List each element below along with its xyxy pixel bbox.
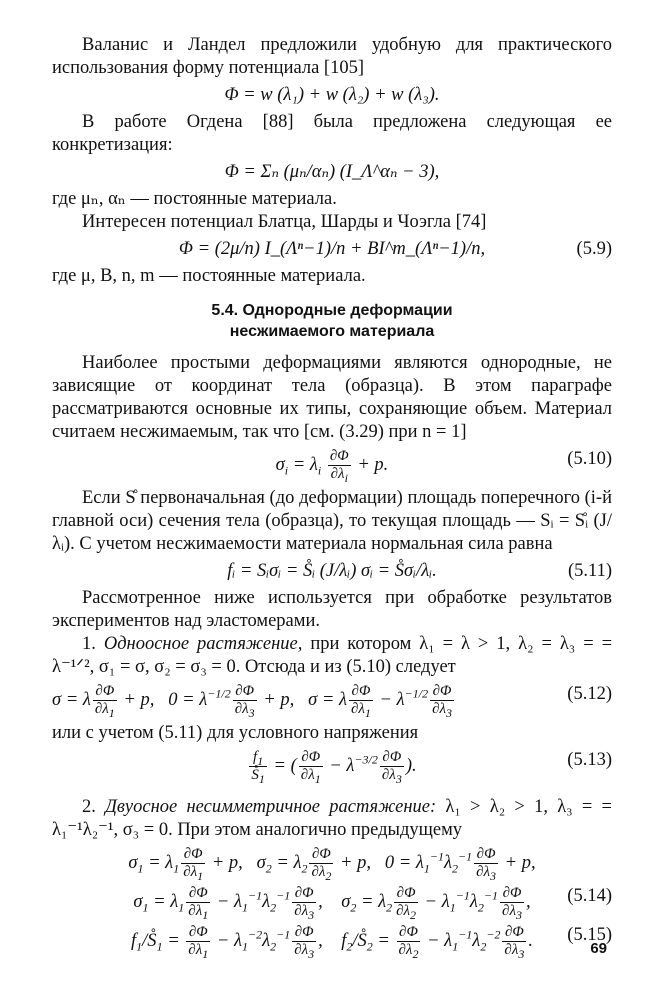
paragraph: Интересен потенциал Блатца, Шарды и Чоэгла [74] <box>82 212 487 232</box>
fraction: $\frac{\partial\Phi}{\partial\lambda_i}$ <box>329 448 349 485</box>
paragraph: В работе Огдена [88] была предложена следующая ее конкретизация: <box>52 112 612 155</box>
item-number: 2. <box>82 797 96 817</box>
equation-5-10: $\sigma_i = \lambda_i$ $\frac{\partial\Phi}{\partial\lambda_i}$ + p. (5.10) <box>275 448 612 485</box>
heading-line: несжимаемого материала <box>229 323 435 340</box>
page-body <box>52 34 612 963</box>
equation-number: (5.15) <box>567 925 612 945</box>
item-text: при котором λ₁ = λ > 1, λ₂ = λ₃ = = λ⁻¹ᐟ², σ₁ = σ, σ₂ = σ₃ = 0. Отсюда и из (5.10) следует <box>52 634 613 677</box>
equation-number: (5.11) <box>567 561 612 581</box>
equation-5-15: $f_1/S̊_1$ = $\frac{\partial\Phi}{\partial\lambda_1}$ − $\lambda_1^{-2}\lambda_2^{-1}$ $\frac{\partial\Phi}{\partial\lambda_3}$ , $f_2/S̊_2$ = $\frac{\partial\Phi}{\partial\lambda_2}$ − $\lambda_1^{-1}\lambda_2^{-2}$ $\frac{\partial\Phi}{\partial\lambda_3}$ . (5.15) <box>131 924 612 961</box>
paragraph: или с учетом (5.11) для условного напряжения <box>52 723 419 743</box>
item-title: Одноосное растяжение, <box>103 634 303 654</box>
equation-set: $\sigma_1 = \lambda_1$ $\frac{\partial\Phi}{\partial\lambda_1}$ + p, $\sigma_2 = \lambda_2$ $\frac{\partial\Phi}{\partial\lambda_2}$ + p, $0 = \lambda_1^{-1}\lambda_2^{-1}$ $\frac{\partial\Phi}{\partial\lambda_3}$ + p, <box>128 846 536 883</box>
equation-5-13: $\frac{f_1}{S̊_1}$ = ( $\frac{\partial\Phi}{\partial\lambda_1}$ − $\lambda^{-3/2}$ $\frac{\partial\Phi}{\partial\lambda_3}$ ). (5.13) <box>251 749 612 786</box>
item-title: Двуосное несимметричное растяжение: <box>105 797 437 817</box>
equation-5-12: σ = λ $\frac{\partial\Phi}{\partial\lambda_1}$ + p, $0 = \lambda^{-1/2}$ $\frac{\partial\Phi}{\partial\lambda_3}$ + p, σ = λ $\frac{\partial\Phi}{\partial\lambda_1}$ − $\lambda^{-1/2}$ $\frac{\partial\Phi}{\partial\lambda_3}$ (5.12) <box>52 683 612 720</box>
paragraph: Рассмотренное ниже используется при обработке результатов экспериментов над эластомерами. <box>52 588 612 631</box>
paragraph: Если S̊ первоначальная (до деформации) площадь поперечного (i-й главной оси) сечения тела (образца), то текущая площадь — Sᵢ = S̊ᵢ (J/λᵢ). С учетом несжимаемости материала нормальная сила равна <box>52 488 612 554</box>
equation-number: (5.13) <box>567 750 612 770</box>
equation-number: (5.9) <box>576 239 612 259</box>
item-text: λ₁ > λ₂ > 1, λ₃ = = λ₁⁻¹λ₂⁻¹, σ₃ = 0. При этом аналогично предыдущему <box>52 797 612 840</box>
equation-number: (5.12) <box>567 684 612 704</box>
paragraph: Наиболее простыми деформациями являются однородные, не зависящие от координат тела (образца). В этом параграфе рассматриваются основные их типы, сохраняющие объем. Материал считаем несжимаемым, так что [см. (3.29) при n = 1] <box>52 353 612 442</box>
section-heading <box>52 300 612 342</box>
equation: Φ = Σₙ (μₙ/αₙ) (I_Λ^αₙ − 3), <box>224 162 440 182</box>
paragraph <box>52 633 612 679</box>
equation-5-11 <box>52 560 612 583</box>
paragraph <box>52 796 612 842</box>
paragraph: где μₙ, αₙ — постоянные материала. <box>52 189 337 209</box>
equation-5-9 <box>52 238 612 261</box>
equation: Φ = w (λ₁) + w (λ₂) + w (λ₃). <box>224 85 440 105</box>
paragraph: где μ, B, n, m — постоянные материала. <box>52 266 366 286</box>
paragraph: Валанис и Ландел предложили удобную для практического использования форму потенциала [105] <box>52 35 612 78</box>
equation-number: (5.14) <box>567 886 612 906</box>
equation-body: Φ = (2μ/n) I_(Λⁿ−1)/n + BI^m_(Λⁿ−1)/n, <box>178 239 486 259</box>
page-number: 69 <box>590 940 607 957</box>
equation-number: (5.10) <box>567 449 612 469</box>
equation-body: fᵢ = Sᵢσᵢ = S̊ᵢ (J/λᵢ) σᵢ = S̊σᵢ/λᵢ. <box>227 561 437 581</box>
item-number: 1. <box>82 634 96 654</box>
heading-line: 5.4. Однородные деформации <box>211 302 453 319</box>
equation-5-14: $\sigma_1 = \lambda_1$ $\frac{\partial\Phi}{\partial\lambda_1}$ − $\lambda_1^{-1}\lambda_2^{-1}$ $\frac{\partial\Phi}{\partial\lambda_3}$ , $\sigma_2 = \lambda_2$ $\frac{\partial\Phi}{\partial\lambda_2}$ − $\lambda_1^{-1}\lambda_2^{-1}$ $\frac{\partial\Phi}{\partial\lambda_3}$ , (5.14) <box>133 885 612 922</box>
